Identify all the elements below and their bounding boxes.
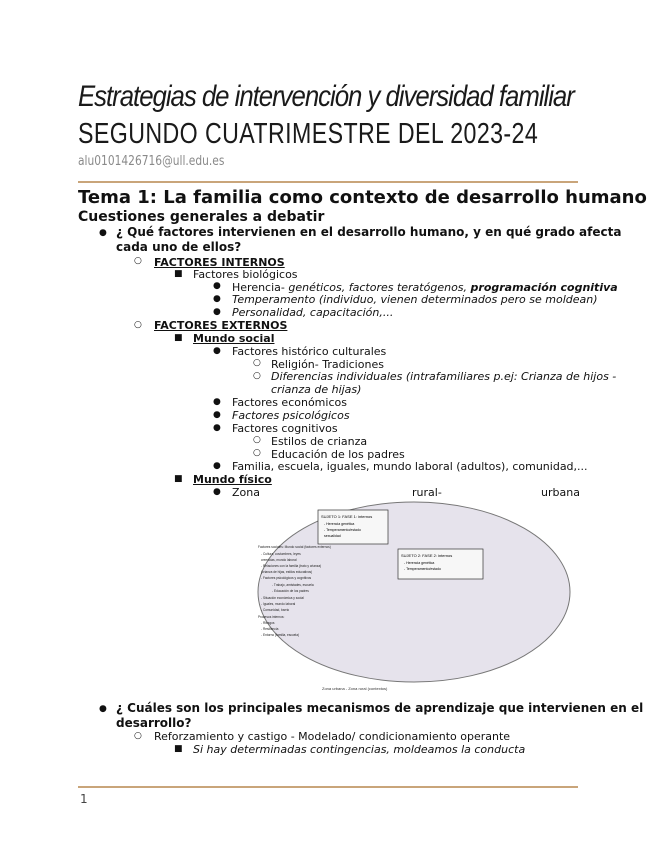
left-text-7: - Trabajo, amistades, escuela (272, 583, 314, 587)
bullet-dot-icon: ● (213, 423, 221, 433)
box1-title: SUJETO 1: FASE 1: internos (321, 514, 373, 519)
zona-urbana: urbana (541, 486, 580, 499)
mundo-social-label: Mundo social (193, 332, 275, 345)
left-text-3: creencias, mundo laboral (261, 558, 297, 562)
left-text-12: Procesos internos: (258, 615, 285, 619)
economicos-item: Factores económicos (232, 396, 347, 409)
bullet-circle-icon: ○ (134, 731, 142, 741)
familia-item: Familia, escuela, iguales, mundo laboral (adultos), comunidad,... (232, 460, 588, 473)
herencia-prefix: Herencia- (232, 281, 289, 294)
bullet-square-icon: ■ (174, 333, 183, 343)
diferencias-line-2: crianza de hijas) (271, 383, 362, 396)
historico-item: Factores histórico culturales (232, 345, 387, 358)
bullet-dot-icon: ● (213, 294, 221, 304)
left-text-8: - Educación de los padres (272, 589, 309, 593)
religion-item: Religión- Tradiciones (271, 358, 384, 371)
psicologicos-item: Factores psicológicos (232, 409, 350, 422)
bullet-dot-icon: ● (213, 346, 221, 356)
left-text-11: - Comunidad, barrio (261, 608, 290, 612)
herencia-bold: programación cognitiva (470, 281, 618, 294)
zona-rural: rural- (412, 486, 442, 499)
refuerzo-item: Reforzamiento y castigo - Modelado/ condicionamiento operante (154, 730, 511, 743)
diagram-caption: Zona urbana - Zona rural (contextos) (322, 686, 388, 691)
document-subtitle: SEGUNDO CUATRIMESTRE DEL 2023-24 (78, 118, 539, 150)
factores-biologicos: Factores biológicos (193, 268, 298, 281)
question-2-line-1: ¿ Cuáles son los principales mecanismos de aprendizaje que intervienen en el (116, 701, 644, 715)
left-text-9: - Situación económica y social (261, 596, 304, 600)
box2-title: SUJETO 2: FASE 2: internos (401, 553, 453, 558)
bullet-square-icon: ■ (174, 474, 183, 484)
topic-heading: Tema 1: La familia como contexto de desarrollo humano (78, 187, 647, 208)
left-text-10: - Iguales, mundo laboral (261, 602, 296, 606)
herencia-detail: genéticos, factores teratógenos, (288, 281, 471, 294)
mundo-fisico-label: Mundo físico (193, 473, 272, 486)
bullet-dot-icon: ● (99, 228, 107, 238)
estilos-item: Estilos de crianza (271, 435, 368, 448)
question-1-line-1: ¿ Qué factores intervienen en el desarrollo humano, y en qué grado afecta (116, 225, 622, 239)
bullet-dot-icon: ● (213, 307, 221, 317)
footer-divider (78, 786, 578, 788)
left-text-1: Factores sociales: Mundo social (factores externos) (258, 545, 331, 549)
left-text-4: - Relaciones con la familia (trato y crianza) (261, 564, 322, 568)
bullet-circle-icon: ○ (253, 448, 261, 458)
bullet-circle-icon: ○ (253, 371, 261, 381)
bullet-dot-icon: ● (213, 461, 221, 471)
box1-line2: - Temperamento/estado (324, 528, 361, 532)
box1-line3: sexualidad (324, 534, 341, 538)
left-text-6: - Factores psicológicos y cognitivos (261, 576, 312, 580)
author-email: alu0101426716@ull.edu.es (78, 154, 225, 169)
box2-line2: - Temperamento/estado (404, 567, 441, 571)
box2-line1: - Herencia genética (404, 561, 435, 565)
bullet-dot-icon: ● (213, 397, 221, 407)
topic-subheading: Cuestiones generales a debatir (78, 209, 325, 225)
left-text-13: - Riesgos (261, 621, 275, 625)
bullet-square-icon: ■ (174, 269, 183, 279)
document-title: Estrategias de intervención y diversidad familiar (78, 80, 574, 113)
development-diagram (252, 500, 576, 692)
left-text-15: - Entorno (familia, escuela) (261, 633, 300, 637)
temperamento-item: Temperamento (individuo, vienen determinados pero se moldean) (232, 293, 598, 306)
header-divider (78, 181, 578, 183)
bullet-dot-icon: ● (213, 281, 221, 291)
bullet-circle-icon: ○ (134, 320, 142, 330)
diferencias-line-1: Diferencias individuales (intrafamiliares p.ej: Crianza de hijos - (271, 370, 617, 383)
bullet-circle-icon: ○ (253, 435, 261, 445)
box1-line1: - Herencia genética (324, 522, 355, 526)
left-text-5: (crianza de hijas, estilos educativos) (261, 570, 313, 574)
bullet-square-icon: ■ (174, 744, 183, 754)
left-text-2: - Cultura, costumbres, leyes (261, 552, 301, 556)
contingencias-item: Si hay determinadas contingencias, moldeamos la conducta (193, 743, 526, 756)
page-number: 1 (80, 792, 88, 806)
cognitivos-item: Factores cognitivos (232, 422, 338, 435)
bullet-dot-icon: ● (213, 487, 221, 497)
bullet-circle-icon: ○ (134, 256, 142, 266)
left-text-14: - Resiliencia (261, 627, 279, 631)
factores-internos-label: FACTORES INTERNOS (154, 256, 285, 269)
educacion-item: Educación de los padres (271, 448, 405, 461)
personalidad-item: Personalidad, capacitación,... (232, 306, 394, 319)
factores-externos-label: FACTORES EXTERNOS (154, 319, 288, 332)
bullet-dot-icon: ● (213, 410, 221, 420)
bullet-circle-icon: ○ (253, 358, 261, 368)
question-1-line-2: cada uno de ellos? (116, 240, 242, 254)
question-2-line-2: desarrollo? (116, 716, 192, 730)
zona-label: Zona (232, 486, 260, 499)
bullet-dot-icon: ● (99, 704, 107, 714)
